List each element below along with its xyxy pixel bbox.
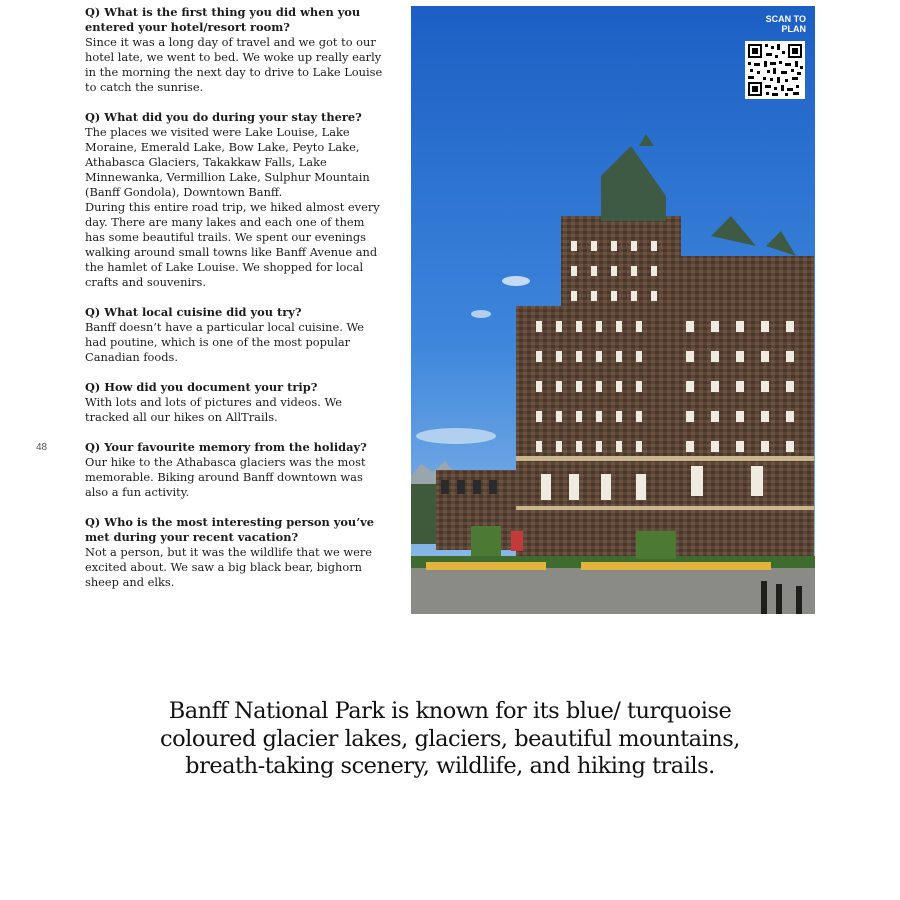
qa-question: Q) Your favourite memory from the holiday? bbox=[85, 440, 367, 454]
qa-question: Q) What did you do during your stay there? bbox=[85, 110, 362, 124]
qa-answer-continued: During this entire road trip, we hiked almost every day. There are many lakes and each one of them has some beautiful trails. We spent our evenings walking around small towns like Banff Avenue and the hamlet of Lake Louise. We shopped for local crafts and souvenirs. bbox=[85, 200, 380, 289]
qa-answer: Not a person, but it was the wildlife that we were excited about. We saw a big black bear, bighorn sheep and elks. bbox=[85, 545, 373, 589]
qa-item bbox=[85, 110, 385, 290]
scan-line: PLAN bbox=[781, 24, 806, 34]
qa-answer: Banff doesn’t have a particular local cuisine. We had poutine, which is one of the most popular Canadian foods. bbox=[85, 320, 365, 364]
qa-answer: Since it was a long day of travel and we got to our hotel late, we went to bed. We woke up really early in the morning the next day to drive to Lake Louise to catch the sunrise. bbox=[85, 35, 383, 94]
pull-quote: Banff National Park is known for its blue/ turquoise coloured glacier lakes, glaciers, beautiful mountains, breath-taking scenery, wildlife, and hiking trails. bbox=[160, 698, 740, 779]
qa-question: Q) What is the first thing you did when you entered your hotel/resort room? bbox=[85, 5, 361, 34]
qa-item bbox=[85, 380, 385, 425]
qr-code[interactable] bbox=[745, 41, 805, 99]
scan-to-plan-label bbox=[766, 14, 806, 34]
qa-answer: The places we visited were Lake Louise, Lake Moraine, Emerald Lake, Bow Lake, Peyto Lake, Athabasca Glaciers, Takakkaw Falls, Lake Minnewanka, Vermillion Lake, Sulphur Mountain (Banff Gondola), Downtown Banff. bbox=[85, 125, 370, 199]
flowers bbox=[426, 562, 546, 570]
qa-item bbox=[85, 440, 385, 500]
qa-answer: Our hike to the Athabasca glaciers was the most memorable. Biking around Banff downtown was also a fun activity. bbox=[85, 455, 366, 499]
qa-question: Q) Who is the most interesting person you’ve met during your recent vacation? bbox=[85, 515, 375, 544]
cloud bbox=[502, 276, 530, 286]
qa-question: Q) How did you document your trip? bbox=[85, 380, 318, 394]
hotel-photo bbox=[411, 6, 815, 614]
qa-item bbox=[85, 305, 385, 365]
cloud bbox=[416, 428, 496, 444]
qa-column bbox=[85, 5, 385, 605]
cloud bbox=[471, 310, 491, 318]
qa-answer: With lots and lots of pictures and videos. We tracked all our hikes on AllTrails. bbox=[85, 395, 343, 424]
qa-question: Q) What local cuisine did you try? bbox=[85, 305, 302, 319]
qa-item bbox=[85, 515, 385, 590]
scan-line: SCAN TO bbox=[765, 14, 806, 24]
page-number: 48 bbox=[36, 442, 48, 453]
qa-item bbox=[85, 5, 385, 95]
